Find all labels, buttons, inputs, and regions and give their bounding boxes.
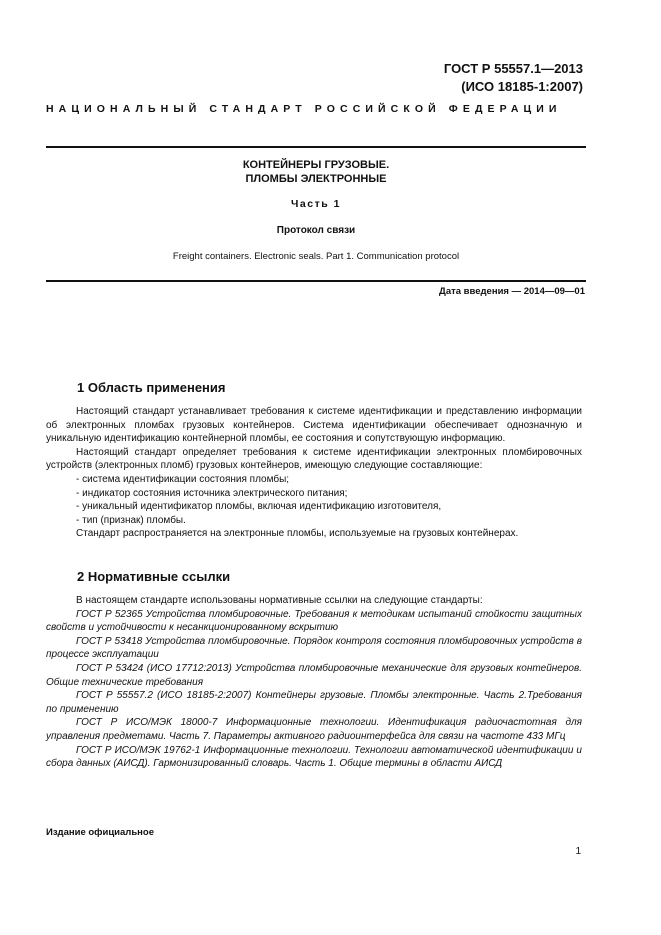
reference-item: ГОСТ Р 53418 Устройства пломбировочные. Порядок контроля состояния пломбировочных устройств в процессе эксплуатации bbox=[46, 635, 582, 661]
iso-number: (ИСО 18185-1:2007) bbox=[461, 79, 583, 94]
section-2-body bbox=[46, 594, 582, 771]
reference-item: ГОСТ Р ИСО/МЭК 19762-1 Информационные технологии. Технологии автоматической идентификации и сбора данных (АИСД). Гармонизированный словарь. Часть 1. Общие термины в области АИСД bbox=[46, 744, 582, 770]
paragraph: В настоящем стандарте использованы нормативные ссылки на следующие стандарты: bbox=[76, 595, 483, 606]
section-1-heading: 1 Область применения bbox=[77, 380, 226, 395]
reference-item: ГОСТ Р 55557.2 (ИСО 18185-2:2007) Контейнеры грузовые. Пломбы электронные. Часть 2.Требования по применению bbox=[46, 690, 582, 715]
part-label: Часть 1 bbox=[291, 198, 341, 210]
list-item: - уникальный идентификатор пломбы, включая идентификацию изготовителя, bbox=[76, 501, 442, 513]
bottom-divider bbox=[46, 280, 586, 282]
document-title bbox=[46, 158, 586, 186]
document-designation bbox=[444, 60, 583, 96]
section-1-body bbox=[46, 405, 582, 541]
page-number: 1 bbox=[575, 846, 581, 857]
gost-number: ГОСТ Р 55557.1—2013 bbox=[443, 61, 583, 76]
reference-item: ГОСТ Р 53424 (ИСО 17712:2013) Устройства пломбировочные механические для грузовых контейнеров. Общие технические требования bbox=[46, 662, 582, 688]
reference-item: ГОСТ Р 52365 Устройства пломбировочные. Требования к методикам испытаний стойкости защитных свойств и устойчивости к несанкционированному вскрытию bbox=[46, 608, 582, 634]
paragraph: Настоящий стандарт устанавливает требования к системе идентификации и представлению информации об электронных пломбах грузовых контейнеров. Система идентификации обеспечивает однозначную и уникальную идентификацию контейнерной пломбы, ее состояния и сопутствующую информацию. bbox=[46, 406, 582, 445]
document-subtitle: Протокол связи bbox=[276, 225, 356, 236]
list-item: - система идентификации состояния пломбы; bbox=[76, 473, 290, 485]
list-item: - индикатор состояния источника электрического питания; bbox=[76, 487, 348, 499]
title-line-2: ПЛОМБЫ ЭЛЕКТРОННЫЕ bbox=[245, 173, 387, 185]
english-title: Freight containers. Electronic seals. Part 1. Communication protocol bbox=[172, 251, 460, 262]
paragraph: Стандарт распространяется на электронные пломбы, используемые на грузовых контейнерах. bbox=[76, 528, 519, 540]
official-edition-note: Издание официальное bbox=[46, 827, 154, 838]
title-line-1: КОНТЕЙНЕРЫ ГРУЗОВЫЕ. bbox=[242, 159, 390, 171]
introduction-date: Дата введения — 2014—09—01 bbox=[439, 286, 585, 297]
national-standard-heading: НАЦИОНАЛЬНЫЙ СТАНДАРТ РОССИЙСКОЙ ФЕДЕРАЦИИ bbox=[46, 103, 562, 115]
list-item: - тип (признак) пломбы. bbox=[76, 514, 186, 526]
paragraph: Настоящий стандарт определяет требования к системе идентификации электронных пломбировочных устройств (электронных пломб) грузовых контейнеров, имеющую следующие составляющие: bbox=[46, 446, 582, 472]
top-divider bbox=[46, 146, 586, 148]
reference-item: ГОСТ Р ИСО/МЭК 18000-7 Информационные технологии. Идентификация радиочастотная для управления предметами. Часть 7. Параметры активного радиоинтерфейса для связи на частоте 433 МГц bbox=[46, 717, 582, 742]
section-2-heading: 2 Нормативные ссылки bbox=[77, 569, 231, 584]
